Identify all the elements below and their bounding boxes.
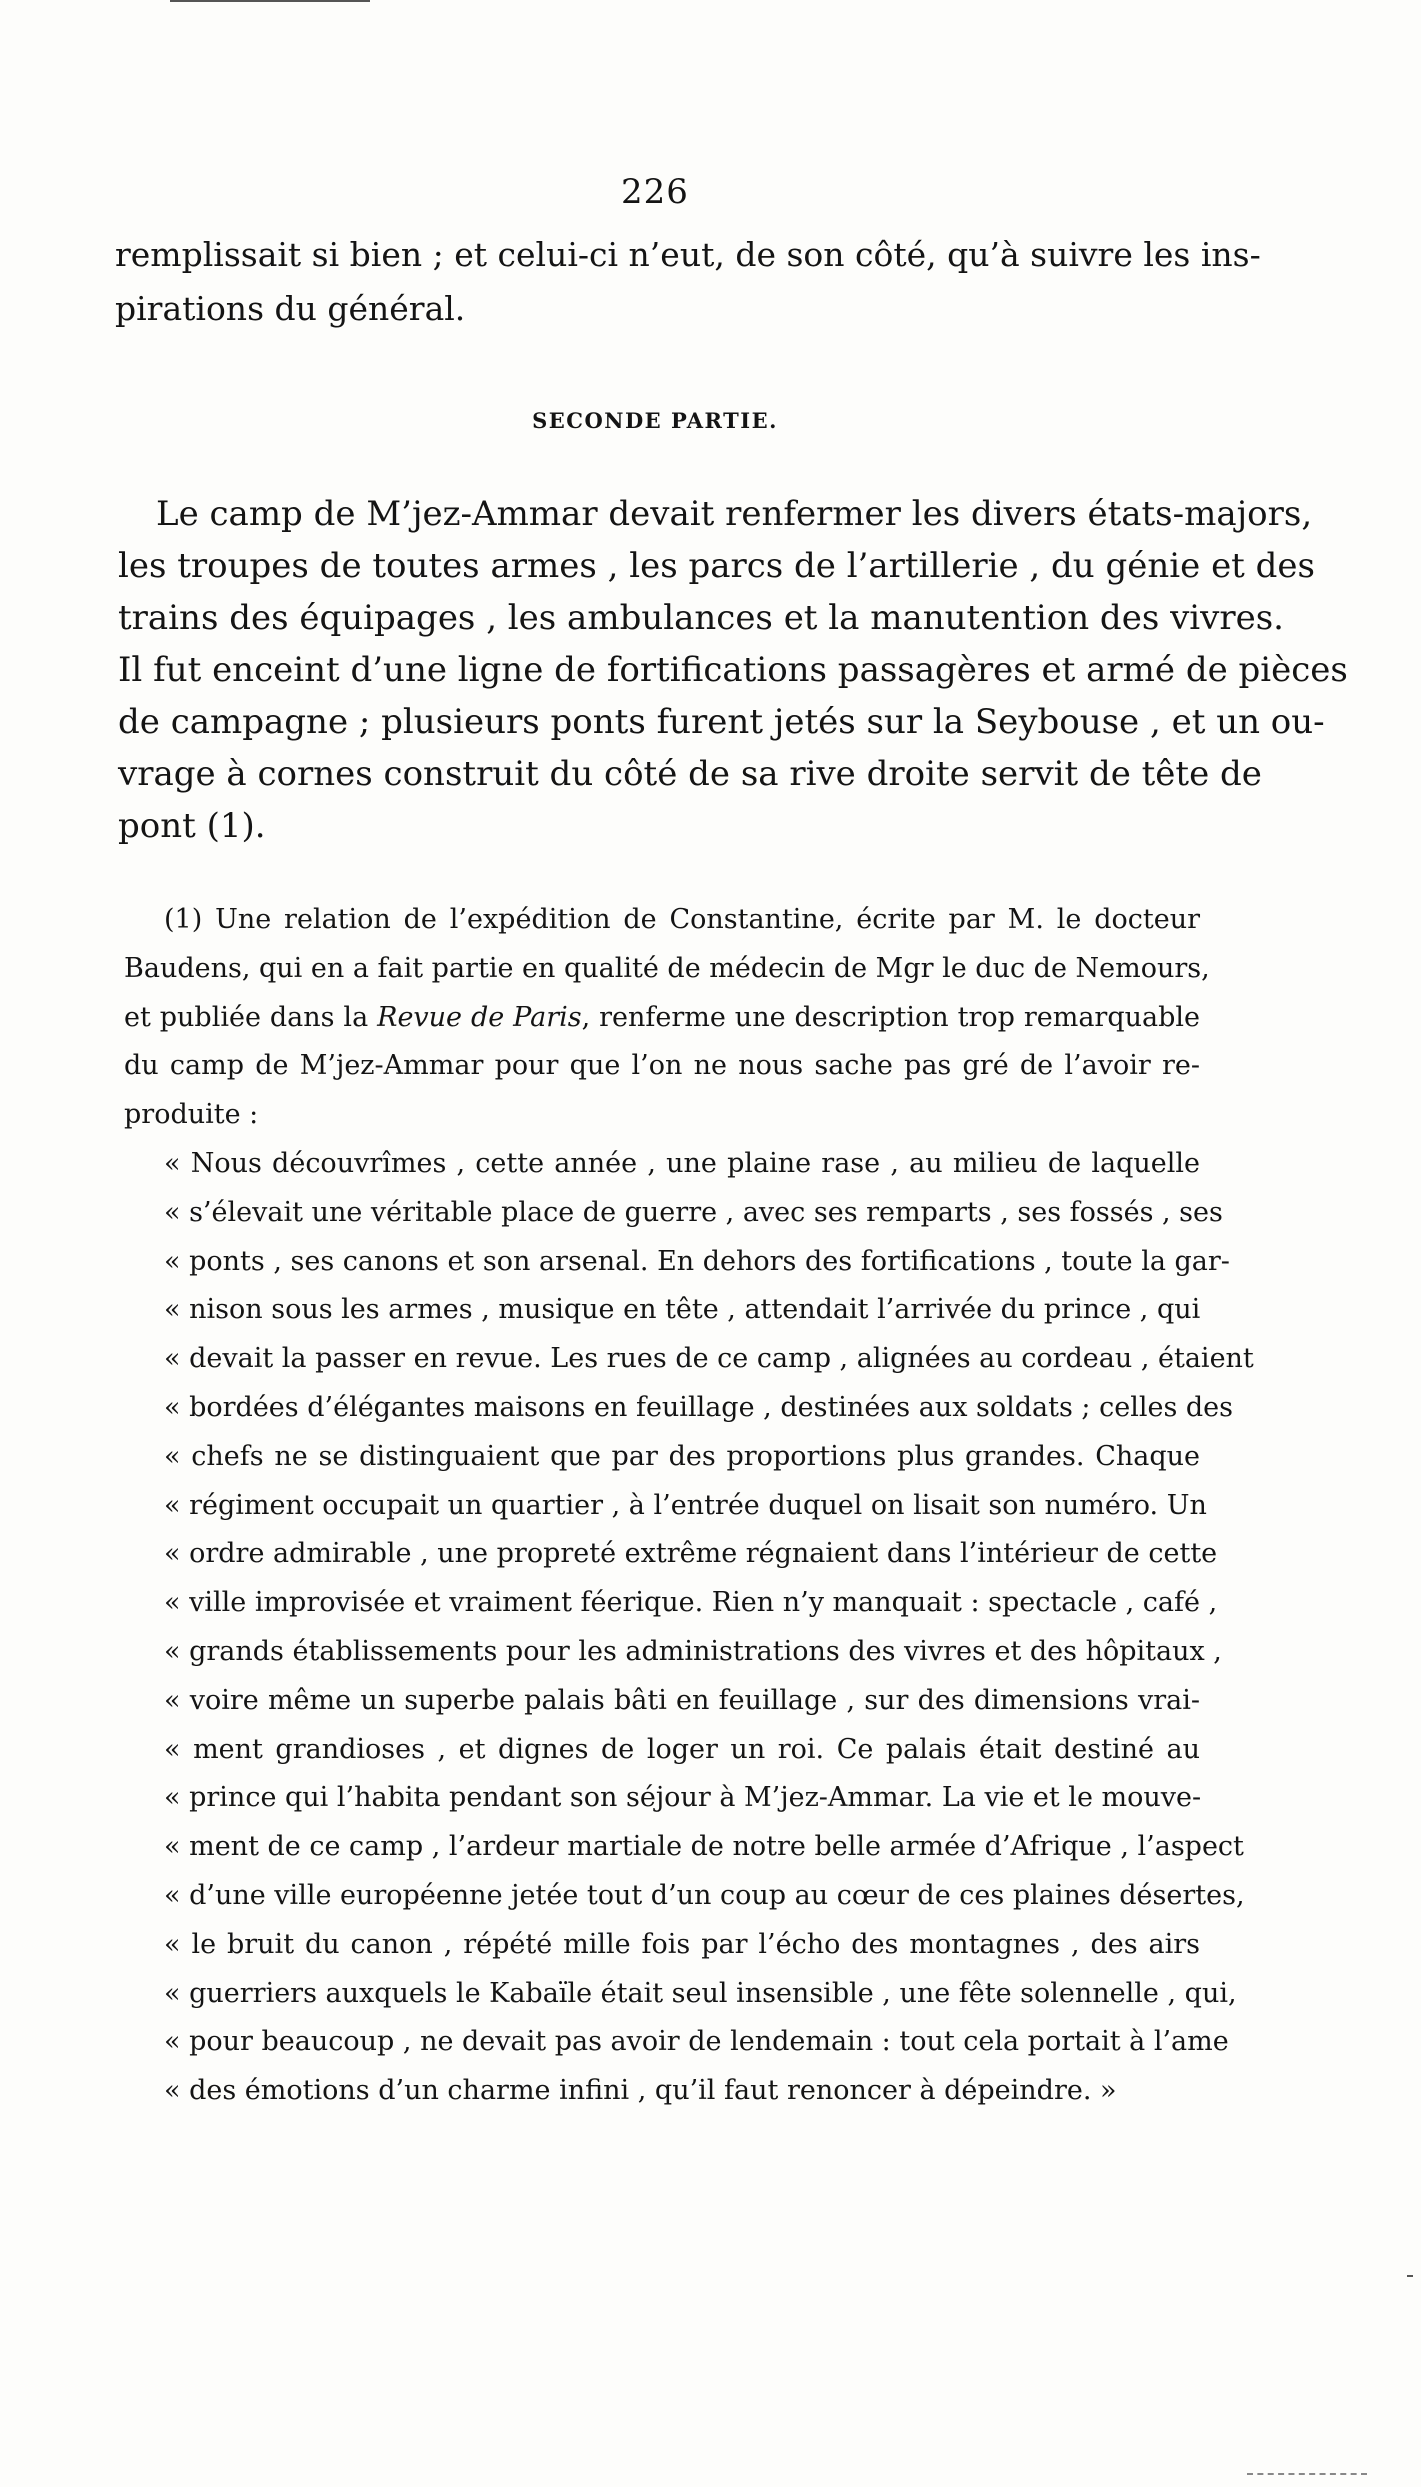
quote-line: « grands établissements pour les administrations des vivres et des hôpitaux , <box>164 1635 1222 1667</box>
quote-line: « des émotions d’un charme infini , qu’il faut renoncer à dépeindre. » <box>164 2075 1117 2107</box>
footnote <box>124 896 1254 2116</box>
main-line-1: Le camp de M’jez-Ammar devait renfermer les divers états-majors, <box>156 494 1313 534</box>
scan-edge-mark <box>1407 2275 1413 2277</box>
quote-line: « pour beaucoup , ne devait pas avoir de lendemain : tout cela portait à l’ame <box>164 2026 1229 2058</box>
quote-line: « guerriers auxquels le Kabaïle était seul insensible , une fête solennelle , qui, <box>164 1977 1237 2009</box>
quote-line: « Nous découvrîmes , cette année , une plaine rase , au milieu de laquelle <box>164 1147 1200 1179</box>
footnote-line-3-before: et publiée dans la <box>124 1001 378 1033</box>
footnote-line-2: Baudens, qui en a fait partie en qualité de médecin de Mgr le duc de Nemours, <box>124 952 1210 984</box>
journal-title: Revue de Paris <box>377 1001 582 1033</box>
main-line-7: pont (1). <box>118 806 266 846</box>
footnote-quote <box>124 1140 1254 2116</box>
quote-line: « voire même un superbe palais bâti en feuillage , sur des dimensions vrai- <box>164 1684 1200 1716</box>
continuation-paragraph <box>115 228 1261 336</box>
quote-line: « chefs ne se distinguaient que par des proportions plus grandes. Chaque <box>164 1440 1200 1472</box>
quote-line: « d’une ville européenne jetée tout d’un coup au cœur de ces plaines désertes, <box>164 1879 1245 1911</box>
quote-line: « ordre admirable , une propreté extrême régnaient dans l’intérieur de cette <box>164 1538 1218 1570</box>
continuation-line-2: pirations du général. <box>115 289 466 328</box>
quote-line: « nison sous les armes , musique en tête , attendait l’arrivée du prince , qui <box>164 1294 1201 1326</box>
footnote-line-3-after: , renferme une description trop remarquable <box>581 1001 1201 1033</box>
section-heading: SECONDE PARTIE. <box>532 408 778 433</box>
footnote-line-5: produite : <box>124 1099 259 1131</box>
quote-line: « ment de ce camp , l’ardeur martiale de notre belle armée d’Afrique , l’aspect <box>164 1831 1244 1863</box>
main-line-5: de campagne ; plusieurs ponts furent jetés sur la Seybouse , et un ou- <box>118 702 1325 742</box>
page-number: 226 <box>621 172 689 212</box>
top-rule <box>170 0 370 2</box>
footnote-line-3 <box>124 994 1200 1043</box>
main-line-2: les troupes de toutes armes , les parcs de l’artillerie , du génie et des <box>118 546 1315 586</box>
main-line-6: vrage à cornes construit du côté de sa rive droite servit de tête de <box>118 754 1262 794</box>
quote-line: « prince qui l’habita pendant son séjour à M’jez-Ammar. La vie et le mouve- <box>164 1782 1202 1814</box>
quote-line: « s’élevait une véritable place de guerre , avec ses remparts , ses fossés , ses <box>164 1196 1223 1228</box>
main-paragraph <box>118 488 1348 852</box>
footnote-line-1: (1) Une relation de l’expédition de Constantine, écrite par M. le docteur <box>164 904 1200 935</box>
quote-line: « bordées d’élégantes maisons en feuillage , destinées aux soldats ; celles des <box>164 1391 1234 1423</box>
continuation-line-1: remplissait si bien ; et celui-ci n’eut, de son côté, qu’à suivre les ins- <box>115 235 1261 274</box>
quote-line: « ment grandioses , et dignes de loger un roi. Ce palais était destiné au <box>164 1733 1200 1765</box>
main-line-3: trains des équipages , les ambulances et la manutention des vivres. <box>118 598 1284 638</box>
quote-line: « régiment occupait un quartier , à l’entrée duquel on lisait son numéro. Un <box>164 1489 1207 1521</box>
quote-line: « ponts , ses canons et son arsenal. En dehors des fortifications , toute la gar- <box>164 1245 1230 1277</box>
quote-line: « devait la passer en revue. Les rues de ce camp , alignées au cordeau , étaient <box>164 1343 1254 1375</box>
scan-bottom-marks <box>1247 2470 1367 2475</box>
footnote-line-4: du camp de M’jez-Ammar pour que l’on ne nous sache pas gré de l’avoir re- <box>124 1050 1200 1082</box>
quote-line: « ville improvisée et vraiment féerique. Rien n’y manquait : spectacle , café , <box>164 1587 1218 1619</box>
quote-line: « le bruit du canon , répété mille fois par l’écho des montagnes , des airs <box>164 1928 1200 1960</box>
main-line-4: Il fut enceint d’une ligne de fortifications passagères et armé de pièces <box>118 650 1348 690</box>
